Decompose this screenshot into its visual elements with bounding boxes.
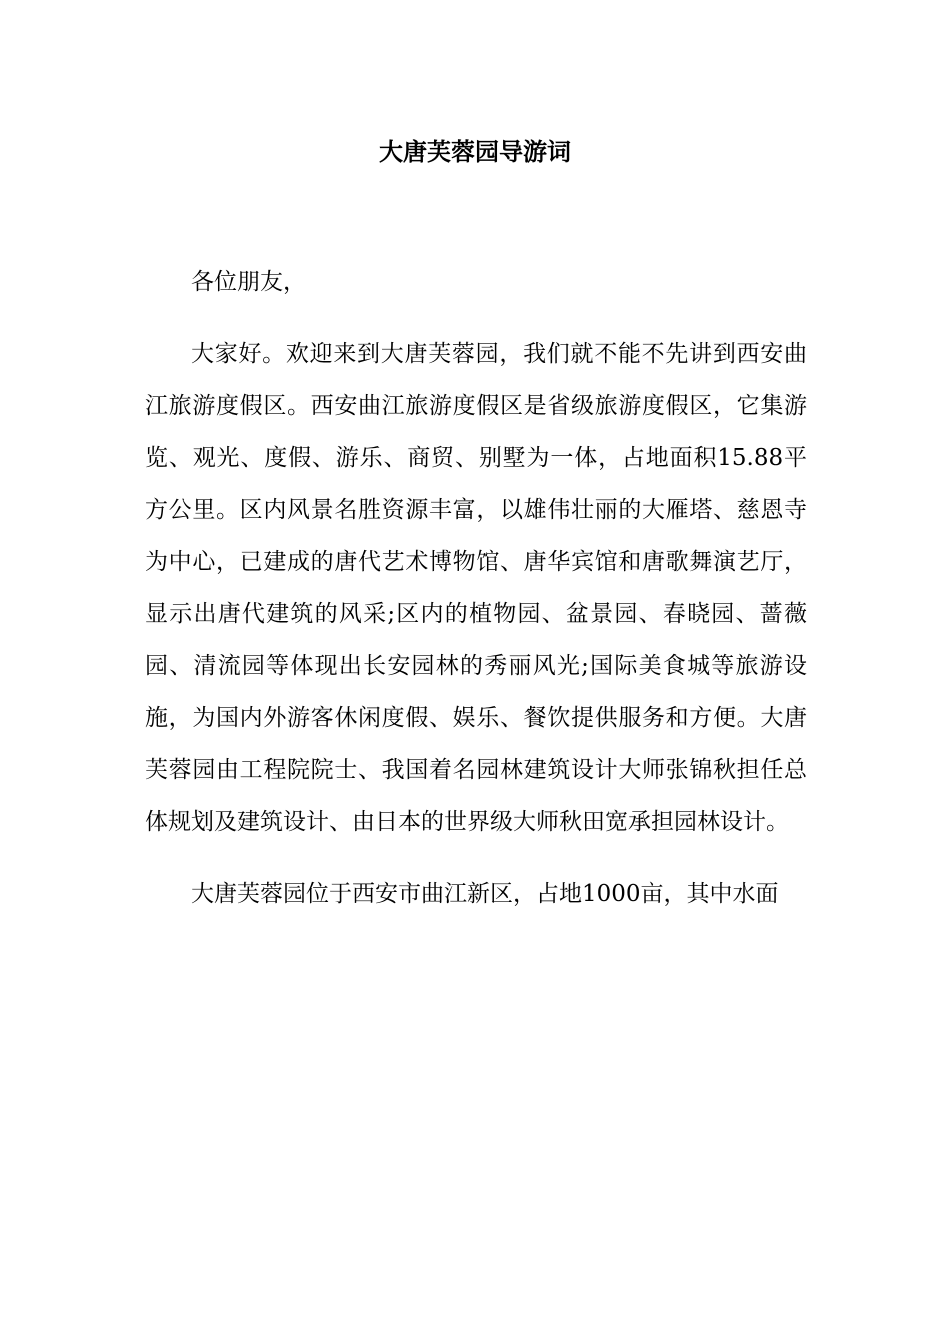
paragraph-location: 大唐芙蓉园位于西安市曲江新区，占地1000亩，其中水面 <box>191 881 779 907</box>
document-title: 大唐芙蓉园导游词 <box>379 137 571 166</box>
paragraph-greeting: 各位朋友， <box>191 269 306 295</box>
document-body <box>145 256 807 920</box>
paragraph-introduction: 大家好。欢迎来到大唐芙蓉园，我们就不能不先讲到西安曲江旅游度假区。西安曲江旅游度假区是省级旅游度假区，它集游览、观光、度假、游乐、商贸、别墅为一体，占地面积15.88平方公里。区内风景名胜资源丰富，以雄伟壮丽的大雁塔、慈恩寺为中心，已建成的唐代艺术博物馆、唐华宾馆和唐歌舞演艺厅，显示出唐代建筑的风采;区内的植物园、盆景园、春晓园、蔷薇园、清流园等体现出长安园林的秀丽风光;国际美食城等旅游设施，为国内外游客休闲度假、娱乐、餐饮提供服务和方便。大唐芙蓉园由工程院院士、我国着名园林建筑设计大师张锦秋担任总体规划及建筑设计、由日本的世界级大师秋田宽承担园林设计。 <box>145 341 807 835</box>
